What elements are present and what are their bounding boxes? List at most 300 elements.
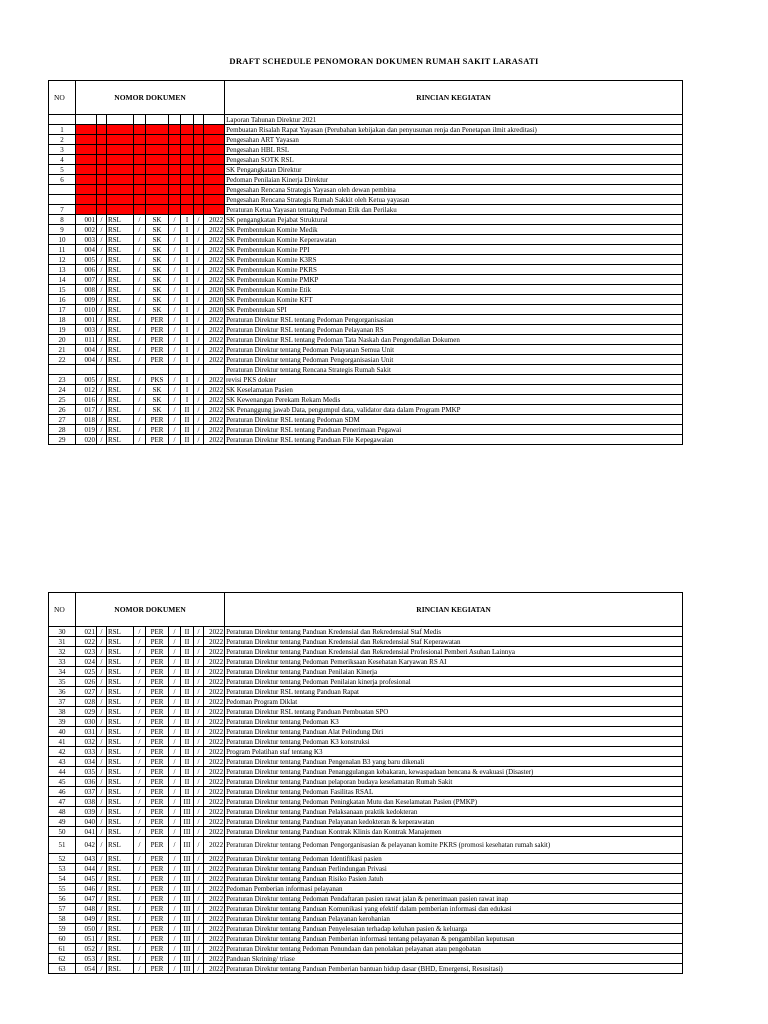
- nomor-part: [134, 125, 146, 135]
- nomor-part: 004: [76, 355, 97, 365]
- nomor-part: 2022: [204, 787, 225, 797]
- nomor-part: RSL: [107, 874, 134, 884]
- nomor-part: /: [194, 255, 204, 265]
- nomor-part: SK: [146, 235, 169, 245]
- table-row: [49, 285, 683, 295]
- nomor-part: PER: [146, 677, 169, 687]
- nomor-part: /: [134, 295, 146, 305]
- nomor-part: RSL: [107, 375, 134, 385]
- nomor-part: SK: [146, 275, 169, 285]
- nomor-part: PER: [146, 647, 169, 657]
- nomor-part: [146, 135, 169, 145]
- nomor-part: /: [134, 405, 146, 415]
- nomor-part: /: [134, 275, 146, 285]
- row-number: 49: [49, 817, 76, 827]
- row-number: 29: [49, 435, 76, 445]
- nomor-part: 2022: [204, 964, 225, 974]
- nomor-part: [76, 185, 97, 195]
- row-number: 60: [49, 934, 76, 944]
- nomor-part: /: [194, 854, 204, 864]
- nomor-part: [134, 205, 146, 215]
- table-row: [49, 205, 683, 215]
- nomor-part: II: [181, 697, 194, 707]
- nomor-part: /: [97, 874, 107, 884]
- table-row: [49, 435, 683, 445]
- nomor-part: RSL: [107, 787, 134, 797]
- row-number: 55: [49, 884, 76, 894]
- nomor-part: 001: [76, 315, 97, 325]
- table-row: [49, 395, 683, 405]
- table-row: [49, 335, 683, 345]
- rincian-kegiatan: Pengesahan HBL RSL: [225, 145, 683, 155]
- nomor-part: 2022: [204, 737, 225, 747]
- table-row: [49, 425, 683, 435]
- rincian-kegiatan: Peraturan Direktur tentang Panduan Pengenalan B3 yang baru dikenali: [225, 757, 683, 767]
- row-number: [49, 365, 76, 375]
- table-row: [49, 934, 683, 944]
- nomor-part: I: [181, 275, 194, 285]
- nomor-part: RSL: [107, 385, 134, 395]
- nomor-part: 2022: [204, 255, 225, 265]
- header-rincian-kegiatan: RINCIAN KEGIATAN: [225, 593, 683, 627]
- nomor-part: [134, 175, 146, 185]
- nomor-part: II: [181, 747, 194, 757]
- nomor-part: /: [194, 245, 204, 255]
- nomor-part: [169, 175, 181, 185]
- nomor-part: /: [169, 737, 181, 747]
- nomor-part: /: [97, 934, 107, 944]
- nomor-part: [194, 165, 204, 175]
- nomor-part: [194, 195, 204, 205]
- row-number: [49, 115, 76, 125]
- nomor-part: /: [97, 677, 107, 687]
- nomor-part: RSL: [107, 425, 134, 435]
- row-number: 28: [49, 425, 76, 435]
- nomor-part: /: [194, 265, 204, 275]
- nomor-part: 052: [76, 944, 97, 954]
- nomor-part: 001: [76, 215, 97, 225]
- table-header: [49, 81, 683, 115]
- nomor-part: PER: [146, 874, 169, 884]
- rincian-kegiatan: SK Pembentukan Komite PMKP: [225, 275, 683, 285]
- rincian-kegiatan: Pengesahan Rencana Strategis Rumah Sakkit oleh Ketua yayasan: [225, 195, 683, 205]
- nomor-part: RSL: [107, 667, 134, 677]
- nomor-part: III: [181, 914, 194, 924]
- nomor-part: /: [194, 874, 204, 884]
- nomor-part: PER: [146, 737, 169, 747]
- nomor-part: /: [169, 385, 181, 395]
- row-number: 9: [49, 225, 76, 235]
- rincian-kegiatan: Peraturan Direktur tentang Pedoman Penilaian kinerja profesional: [225, 677, 683, 687]
- rincian-kegiatan: Peraturan Ketua Yayasan tentang Pedoman Etik dan Perilaku: [225, 205, 683, 215]
- rincian-kegiatan: Peraturan Direktur tentang Panduan Komunikasi yang efektif dalam pemberian informasi dan edukasi: [225, 904, 683, 914]
- nomor-part: I: [181, 285, 194, 295]
- nomor-part: PER: [146, 767, 169, 777]
- nomor-part: [134, 135, 146, 145]
- nomor-part: 2020: [204, 295, 225, 305]
- table-row: [49, 315, 683, 325]
- nomor-part: /: [194, 687, 204, 697]
- nomor-part: /: [97, 375, 107, 385]
- nomor-part: /: [169, 747, 181, 757]
- nomor-part: 2022: [204, 884, 225, 894]
- nomor-part: 2022: [204, 874, 225, 884]
- nomor-part: /: [194, 345, 204, 355]
- nomor-part: /: [97, 697, 107, 707]
- nomor-part: [194, 145, 204, 155]
- rincian-kegiatan: Program Pelatihan staf tentang K3: [225, 747, 683, 757]
- rincian-kegiatan: Peraturan Direktur tentang Panduan Risiko Pasien Jatuh: [225, 874, 683, 884]
- nomor-part: /: [169, 215, 181, 225]
- table-row: [49, 944, 683, 954]
- nomor-part: [146, 195, 169, 205]
- nomor-part: /: [97, 777, 107, 787]
- nomor-part: /: [134, 385, 146, 395]
- nomor-part: PER: [146, 687, 169, 697]
- nomor-part: /: [134, 954, 146, 964]
- nomor-part: 2022: [204, 894, 225, 904]
- nomor-part: /: [194, 657, 204, 667]
- nomor-part: 2022: [204, 707, 225, 717]
- table-row: [49, 747, 683, 757]
- header-no: NO: [49, 81, 76, 115]
- nomor-part: 039: [76, 807, 97, 817]
- nomor-part: 2022: [204, 717, 225, 727]
- nomor-part: PER: [146, 627, 169, 637]
- nomor-part: /: [194, 627, 204, 637]
- nomor-part: [134, 195, 146, 205]
- nomor-part: RSL: [107, 315, 134, 325]
- row-number: 21: [49, 345, 76, 355]
- nomor-part: [194, 185, 204, 195]
- nomor-part: [146, 205, 169, 215]
- rincian-kegiatan: Pengesahan ART Yayasan: [225, 135, 683, 145]
- nomor-part: [97, 145, 107, 155]
- row-number: 33: [49, 657, 76, 667]
- nomor-part: /: [169, 727, 181, 737]
- table-row: [49, 737, 683, 747]
- table-row: [49, 787, 683, 797]
- nomor-part: 054: [76, 964, 97, 974]
- nomor-part: /: [169, 395, 181, 405]
- table-row: [49, 215, 683, 225]
- nomor-part: PER: [146, 894, 169, 904]
- nomor-part: /: [134, 914, 146, 924]
- nomor-part: /: [97, 904, 107, 914]
- rincian-kegiatan: SK Pembentukan Komite K3RS: [225, 255, 683, 265]
- nomor-part: III: [181, 894, 194, 904]
- nomor-part: SK: [146, 265, 169, 275]
- nomor-part: III: [181, 797, 194, 807]
- nomor-part: PER: [146, 717, 169, 727]
- table-row: [49, 245, 683, 255]
- nomor-part: /: [169, 415, 181, 425]
- nomor-part: RSL: [107, 707, 134, 717]
- nomor-part: [76, 115, 97, 125]
- nomor-part: II: [181, 777, 194, 787]
- nomor-part: RSL: [107, 924, 134, 934]
- nomor-part: 040: [76, 817, 97, 827]
- nomor-part: /: [97, 914, 107, 924]
- row-number: 61: [49, 944, 76, 954]
- nomor-part: PER: [146, 884, 169, 894]
- rincian-kegiatan: Peraturan Direktur tentang Panduan Pemberian informasi tentang pelayanan & pengambilan keputusan: [225, 934, 683, 944]
- nomor-part: /: [97, 245, 107, 255]
- nomor-part: 2022: [204, 315, 225, 325]
- row-number: 14: [49, 275, 76, 285]
- nomor-part: RSL: [107, 275, 134, 285]
- nomor-part: /: [134, 807, 146, 817]
- nomor-part: /: [194, 787, 204, 797]
- rincian-kegiatan: Peraturan Direktur tentang Pedoman Pendaftaran pasien rawat jalan & penerimaan pasien rawat inap: [225, 894, 683, 904]
- nomor-part: RSL: [107, 687, 134, 697]
- table-row: [49, 275, 683, 285]
- nomor-part: /: [194, 777, 204, 787]
- table-row: [49, 165, 683, 175]
- nomor-part: /: [194, 305, 204, 315]
- schedule-table-1: [48, 80, 683, 445]
- nomor-part: 053: [76, 954, 97, 964]
- table-row: [49, 355, 683, 365]
- nomor-part: 2022: [204, 837, 225, 854]
- nomor-part: II: [181, 647, 194, 657]
- nomor-part: 2022: [204, 265, 225, 275]
- nomor-part: PER: [146, 797, 169, 807]
- nomor-part: /: [97, 864, 107, 874]
- table-row: [49, 717, 683, 727]
- nomor-part: /: [194, 405, 204, 415]
- rincian-kegiatan: Peraturan Direktur RSL tentang Panduan Penerimaan Pegawai: [225, 425, 683, 435]
- rincian-kegiatan: Pengesahan SOTK RSL: [225, 155, 683, 165]
- nomor-part: /: [97, 787, 107, 797]
- nomor-part: /: [134, 245, 146, 255]
- table-row: [49, 325, 683, 335]
- nomor-part: SK: [146, 245, 169, 255]
- rincian-kegiatan: Peraturan Direktur tentang Panduan Kredensial dan Rekredensial Profesional Pemberi Asuhan Lainnya: [225, 647, 683, 657]
- nomor-part: RSL: [107, 325, 134, 335]
- row-number: 17: [49, 305, 76, 315]
- nomor-part: PER: [146, 954, 169, 964]
- nomor-part: /: [169, 285, 181, 295]
- nomor-part: 012: [76, 385, 97, 395]
- nomor-part: 2022: [204, 425, 225, 435]
- table-row: [49, 155, 683, 165]
- table-row: [49, 767, 683, 777]
- nomor-part: 2022: [204, 924, 225, 934]
- nomor-part: /: [194, 797, 204, 807]
- nomor-part: RSL: [107, 817, 134, 827]
- nomor-part: /: [97, 355, 107, 365]
- nomor-part: II: [181, 627, 194, 637]
- nomor-part: [181, 115, 194, 125]
- nomor-part: 2022: [204, 677, 225, 687]
- table-row: [49, 797, 683, 807]
- nomor-part: RSL: [107, 415, 134, 425]
- row-number: 16: [49, 295, 76, 305]
- nomor-part: III: [181, 807, 194, 817]
- nomor-part: [194, 125, 204, 135]
- nomor-part: /: [194, 325, 204, 335]
- nomor-part: [107, 185, 134, 195]
- nomor-part: I: [181, 265, 194, 275]
- row-number: 35: [49, 677, 76, 687]
- nomor-part: PKS: [146, 375, 169, 385]
- nomor-part: 002: [76, 225, 97, 235]
- nomor-part: II: [181, 425, 194, 435]
- table-row: [49, 687, 683, 697]
- table-row: [49, 667, 683, 677]
- nomor-part: /: [97, 315, 107, 325]
- nomor-part: /: [194, 235, 204, 245]
- table-row: [49, 225, 683, 235]
- row-number: 36: [49, 687, 76, 697]
- nomor-part: [146, 165, 169, 175]
- nomor-part: [204, 125, 225, 135]
- table-row: [49, 185, 683, 195]
- nomor-part: /: [169, 245, 181, 255]
- nomor-part: 2022: [204, 934, 225, 944]
- nomor-part: 021: [76, 627, 97, 637]
- nomor-part: [169, 155, 181, 165]
- row-number: 13: [49, 265, 76, 275]
- nomor-part: /: [194, 894, 204, 904]
- nomor-part: [169, 185, 181, 195]
- nomor-part: I: [181, 225, 194, 235]
- nomor-part: 2022: [204, 637, 225, 647]
- nomor-part: /: [169, 914, 181, 924]
- nomor-part: /: [169, 265, 181, 275]
- nomor-part: 2022: [204, 657, 225, 667]
- nomor-part: [97, 185, 107, 195]
- nomor-part: [146, 365, 169, 375]
- nomor-part: [146, 145, 169, 155]
- row-number: 38: [49, 707, 76, 717]
- nomor-part: 004: [76, 345, 97, 355]
- nomor-part: /: [169, 797, 181, 807]
- nomor-part: III: [181, 874, 194, 884]
- nomor-part: 2022: [204, 697, 225, 707]
- table-row: [49, 904, 683, 914]
- nomor-part: PER: [146, 637, 169, 647]
- nomor-part: /: [97, 954, 107, 964]
- nomor-part: II: [181, 435, 194, 445]
- nomor-part: PER: [146, 325, 169, 335]
- nomor-part: [107, 115, 134, 125]
- nomor-part: /: [194, 285, 204, 295]
- nomor-part: /: [97, 687, 107, 697]
- nomor-part: 009: [76, 295, 97, 305]
- nomor-part: /: [194, 215, 204, 225]
- row-number: 43: [49, 757, 76, 767]
- nomor-part: III: [181, 837, 194, 854]
- nomor-part: /: [134, 687, 146, 697]
- table-row: [49, 854, 683, 864]
- nomor-part: [76, 145, 97, 155]
- row-number: 27: [49, 415, 76, 425]
- table-row: [49, 647, 683, 657]
- nomor-part: /: [134, 235, 146, 245]
- nomor-part: RSL: [107, 255, 134, 265]
- row-number: 56: [49, 894, 76, 904]
- nomor-part: 010: [76, 305, 97, 315]
- nomor-part: 2022: [204, 245, 225, 255]
- nomor-part: /: [134, 697, 146, 707]
- rincian-kegiatan: SK Pembentukan Komite Keperawatan: [225, 235, 683, 245]
- nomor-part: /: [97, 944, 107, 954]
- rincian-kegiatan: Peraturan Direktur tentang Pedoman Pengorganisasian Unit: [225, 355, 683, 365]
- nomor-part: I: [181, 245, 194, 255]
- rincian-kegiatan: SK Pembentukan SPI: [225, 305, 683, 315]
- row-number: 19: [49, 325, 76, 335]
- nomor-part: RSL: [107, 647, 134, 657]
- rincian-kegiatan: SK Pembentukan Komite PPI: [225, 245, 683, 255]
- row-number: 47: [49, 797, 76, 807]
- row-number: 39: [49, 717, 76, 727]
- nomor-part: [76, 175, 97, 185]
- nomor-part: PER: [146, 435, 169, 445]
- nomor-part: /: [134, 305, 146, 315]
- nomor-part: 2022: [204, 817, 225, 827]
- nomor-part: [204, 165, 225, 175]
- nomor-part: /: [97, 767, 107, 777]
- nomor-part: 2022: [204, 757, 225, 767]
- nomor-part: II: [181, 757, 194, 767]
- rincian-kegiatan: Peraturan Direktur tentang Panduan Perlindungan Privasi: [225, 864, 683, 874]
- nomor-part: II: [181, 727, 194, 737]
- rincian-kegiatan: SK pengangkatan Pejabat Struktural: [225, 215, 683, 225]
- nomor-part: PER: [146, 727, 169, 737]
- nomor-part: 2022: [204, 345, 225, 355]
- nomor-part: /: [169, 325, 181, 335]
- nomor-part: II: [181, 787, 194, 797]
- nomor-part: 005: [76, 255, 97, 265]
- nomor-part: [97, 165, 107, 175]
- nomor-part: RSL: [107, 757, 134, 767]
- row-number: 26: [49, 405, 76, 415]
- nomor-part: RSL: [107, 747, 134, 757]
- nomor-part: [204, 145, 225, 155]
- rincian-kegiatan: Peraturan Direktur tentang Pedoman Fasilitas RSAL: [225, 787, 683, 797]
- nomor-part: 2022: [204, 767, 225, 777]
- nomor-part: RSL: [107, 934, 134, 944]
- nomor-part: /: [97, 837, 107, 854]
- nomor-part: II: [181, 687, 194, 697]
- nomor-part: /: [169, 767, 181, 777]
- table-row: [49, 405, 683, 415]
- nomor-part: [194, 205, 204, 215]
- table-row: [49, 115, 683, 125]
- table-row: [49, 914, 683, 924]
- nomor-part: /: [169, 647, 181, 657]
- nomor-part: /: [134, 425, 146, 435]
- nomor-part: PER: [146, 787, 169, 797]
- nomor-part: /: [97, 425, 107, 435]
- nomor-part: PER: [146, 707, 169, 717]
- nomor-part: /: [169, 255, 181, 265]
- nomor-part: III: [181, 924, 194, 934]
- nomor-part: PER: [146, 747, 169, 757]
- nomor-part: /: [169, 884, 181, 894]
- nomor-part: /: [97, 255, 107, 265]
- nomor-part: RSL: [107, 767, 134, 777]
- nomor-part: [204, 195, 225, 205]
- nomor-part: [97, 125, 107, 135]
- nomor-part: [76, 155, 97, 165]
- nomor-part: RSL: [107, 864, 134, 874]
- nomor-part: [107, 165, 134, 175]
- nomor-part: 035: [76, 767, 97, 777]
- table-row: [49, 145, 683, 155]
